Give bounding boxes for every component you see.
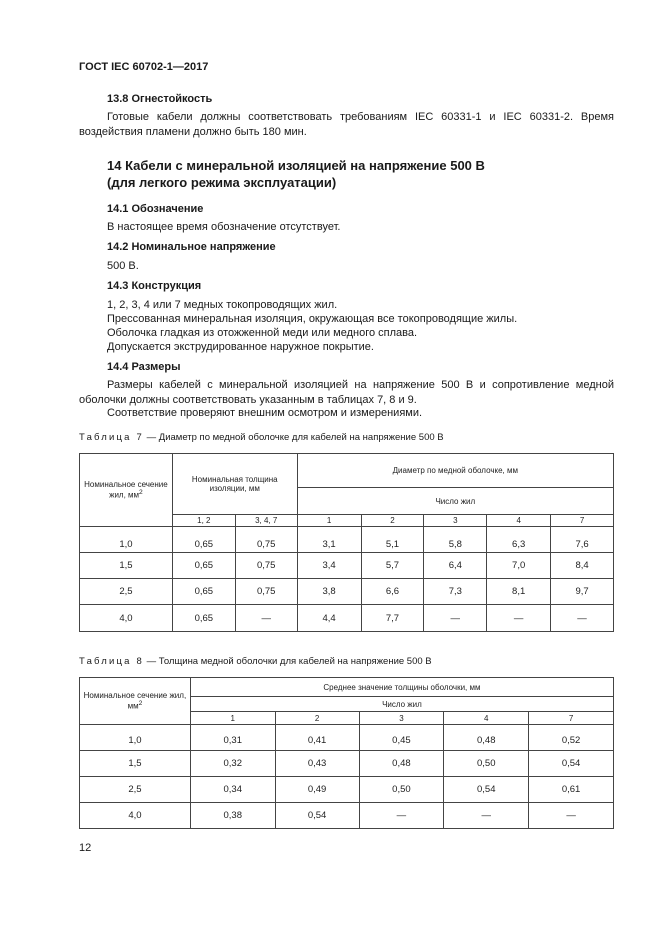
table-7-sub-header: 1, 2: [172, 515, 235, 527]
table-row: [80, 579, 614, 605]
table-cell: 0,54: [444, 777, 529, 803]
table-cell: —: [529, 803, 614, 829]
table-cell: 0,48: [444, 725, 529, 751]
table-8-header-section: Номинальное сечение жил, $мм^2$: [80, 678, 191, 725]
table-7-sub-header: 1: [297, 515, 361, 527]
table-cell: 5,7: [361, 553, 424, 579]
table-7-caption: [79, 432, 444, 443]
table-cell: 0,54: [275, 803, 359, 829]
table-8-caption-label: Таблица 8: [79, 656, 144, 667]
table-cell: 0,75: [235, 553, 297, 579]
table-8-sub-header: 1: [190, 712, 275, 725]
table-cell: 4,0: [80, 803, 191, 829]
table-cell: 2,5: [80, 777, 191, 803]
table-cell: 7,6: [551, 527, 614, 553]
table-8-sub-header: 4: [444, 712, 529, 725]
table-cell: 6,4: [424, 553, 487, 579]
table-cell: 9,7: [551, 579, 614, 605]
table-cell: 0,50: [359, 777, 444, 803]
table-cell: 2,5: [80, 579, 173, 605]
table-cell: 3,8: [297, 579, 361, 605]
table-cell: 7,7: [361, 605, 424, 632]
table-cell: 5,1: [361, 527, 424, 553]
table-row: [80, 751, 614, 777]
table-cell: 1,5: [80, 553, 173, 579]
table-cell: 0,65: [172, 527, 235, 553]
table-7-sub-header: 7: [551, 515, 614, 527]
table-row: [80, 553, 614, 579]
table-cell: 4,0: [80, 605, 173, 632]
table-7-caption-label: Таблица 7: [79, 432, 144, 443]
table-8-header-cores: Число жил: [190, 697, 613, 712]
section-14-title-line2: (для легкого режима эксплуатации): [107, 175, 337, 190]
construction-line-1: 1, 2, 3, 4 или 7 медных токопроводящих жил.: [107, 299, 338, 311]
construction-line-3: Оболочка гладкая из отожженной меди или медного сплава.: [107, 327, 418, 339]
table-row: [80, 527, 614, 553]
table-row: [80, 605, 614, 632]
table-cell: —: [487, 605, 551, 632]
table-7-header-insulation: Номинальная толщина изоляции, мм: [172, 454, 297, 515]
document-code: ГОСТ IEC 60702-1—2017: [79, 61, 209, 73]
page-number: 12: [79, 842, 92, 854]
table-8: [79, 677, 614, 829]
table-cell: 0,34: [190, 777, 275, 803]
subsection-14-4-text2: Соответствие проверяют внешним осмотром и измерениями.: [107, 407, 423, 419]
table-8-sub-header: 7: [529, 712, 614, 725]
table-7-sub-header: 3, 4, 7: [235, 515, 297, 527]
table-7-header-section: Номинальное сечение жил, $мм^2$: [80, 454, 173, 527]
table-cell: 0,41: [275, 725, 359, 751]
table-cell: 3,1: [297, 527, 361, 553]
table-cell: 8,1: [487, 579, 551, 605]
section-14-title: [107, 157, 607, 191]
table-row: [80, 725, 614, 751]
subsection-13-8-title: 13.8 Огнестойкость: [107, 93, 213, 105]
table-cell: 1,0: [80, 527, 173, 553]
table-row: [80, 777, 614, 803]
subsection-14-1-text: В настоящее время обозначение отсутствует.: [107, 221, 341, 233]
subsection-14-3-title: 14.3 Конструкция: [107, 280, 202, 292]
table-7-sub-header: 2: [361, 515, 424, 527]
table-cell: —: [424, 605, 487, 632]
construction-line-4: Допускается экструдированное наружное покрытие.: [107, 341, 374, 353]
table-cell: 5,8: [424, 527, 487, 553]
construction-line-2: Прессованная минеральная изоляция, окружающая все токопроводящие жилы.: [107, 313, 518, 325]
table-8-sub-header: 3: [359, 712, 444, 725]
table-cell: 0,49: [275, 777, 359, 803]
table-cell: —: [444, 803, 529, 829]
table-cell: 4,4: [297, 605, 361, 632]
table-cell: 8,4: [551, 553, 614, 579]
table-cell: 0,45: [359, 725, 444, 751]
table-8-caption: [79, 656, 432, 667]
table-cell: 0,32: [190, 751, 275, 777]
table-cell: 7,3: [424, 579, 487, 605]
table-cell: 1,0: [80, 725, 191, 751]
table-8-sub-header: 2: [275, 712, 359, 725]
table-cell: —: [551, 605, 614, 632]
table-cell: 0,75: [235, 527, 297, 553]
table-7-header-diameter: Диаметр по медной оболочке, мм: [297, 454, 613, 488]
subsection-13-8-text: Готовые кабели должны соответствовать требованиям IEC 60331-1 и IEC 60331-2. Время воздействия пламени должно быть 180 мин.: [79, 111, 614, 138]
table-7-caption-text: — Диаметр по медной оболочке для кабелей на напряжение 500 В: [143, 432, 444, 443]
table-cell: 0,43: [275, 751, 359, 777]
table-cell: 0,61: [529, 777, 614, 803]
subsection-14-2-title: 14.2 Номинальное напряжение: [107, 241, 276, 253]
table-cell: 0,38: [190, 803, 275, 829]
table-7-sub-header: 4: [487, 515, 551, 527]
section-14-title-line1: 14 Кабели с минеральной изоляцией на напряжение 500 В: [107, 158, 485, 173]
table-7: [79, 453, 614, 632]
subsection-14-4-title: 14.4 Размеры: [107, 361, 181, 373]
table-cell: 0,75: [235, 579, 297, 605]
table-cell: 0,31: [190, 725, 275, 751]
table-cell: 0,65: [172, 553, 235, 579]
subsection-14-2-text: 500 В.: [107, 260, 139, 272]
table-7-header-cores: Число жил: [297, 488, 613, 515]
table-cell: 0,54: [529, 751, 614, 777]
subsection-14-4-text: Размеры кабелей с минеральной изоляцией на напряжение 500 В и сопротивление медной оболочки должны соответствовать указанным в таблицах 7, 8 и 9.: [79, 379, 614, 406]
table-cell: —: [359, 803, 444, 829]
table-7-sub-header: 3: [424, 515, 487, 527]
table-cell: 3,4: [297, 553, 361, 579]
table-cell: —: [235, 605, 297, 632]
table-8-caption-text: — Толщина медной оболочки для кабелей на напряжение 500 В: [143, 656, 432, 667]
table-8-header-thickness: Среднее значение толщины оболочки, мм: [190, 678, 613, 697]
table-cell: 0,65: [172, 605, 235, 632]
table-cell: 6,3: [487, 527, 551, 553]
table-cell: 0,50: [444, 751, 529, 777]
table-cell: 7,0: [487, 553, 551, 579]
table-cell: 1,5: [80, 751, 191, 777]
table-cell: 0,48: [359, 751, 444, 777]
table-cell: 0,65: [172, 579, 235, 605]
subsection-14-1-title: 14.1 Обозначение: [107, 203, 204, 215]
table-row: [80, 803, 614, 829]
table-cell: 0,52: [529, 725, 614, 751]
table-cell: 6,6: [361, 579, 424, 605]
